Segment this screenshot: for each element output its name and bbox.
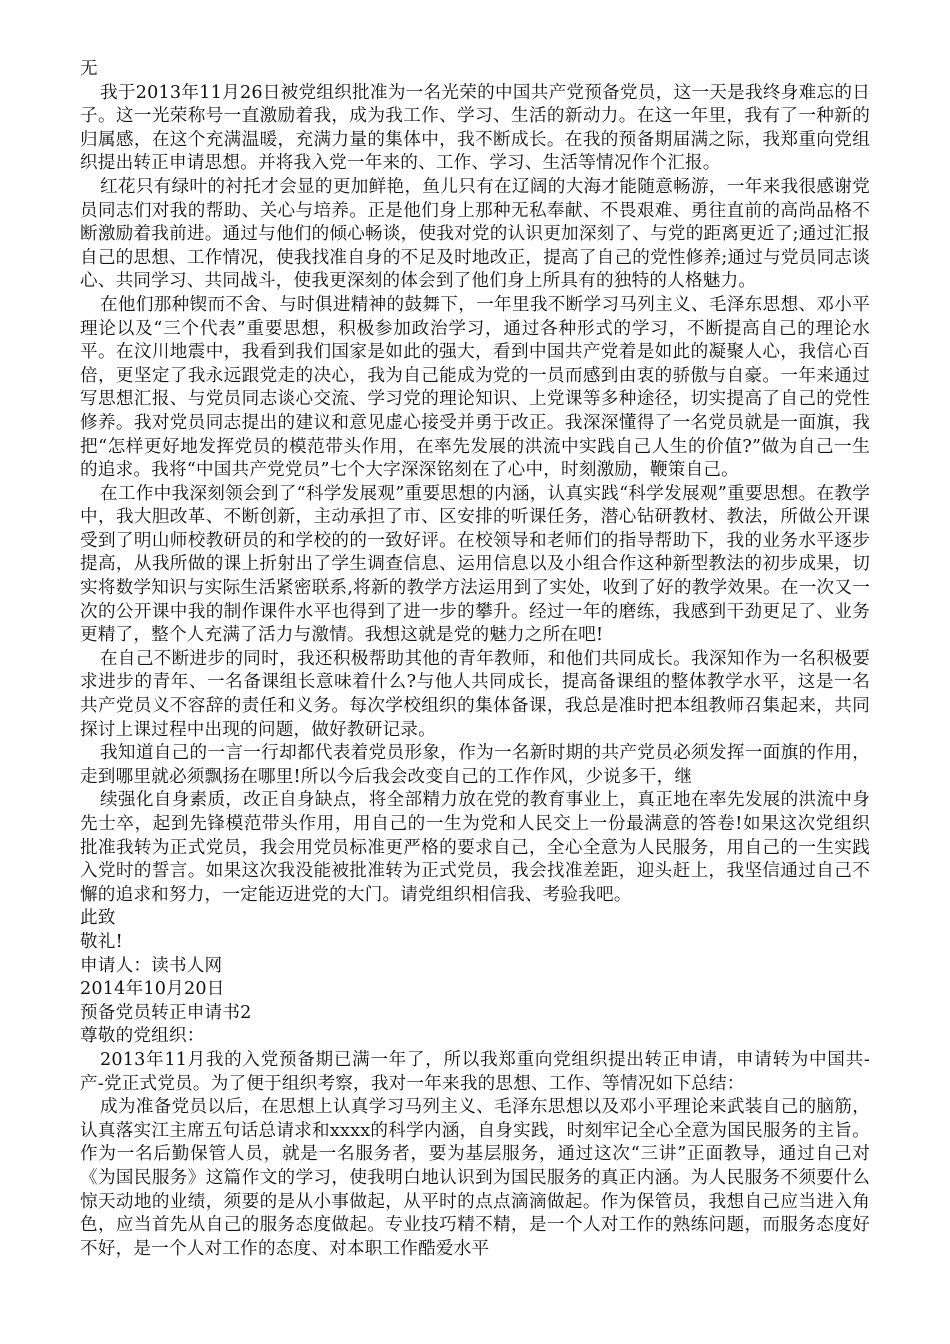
- paragraph-4: 在工作中我深刻领会到了“科学发展观”重要思想的内涵，认真实践“科学发展观”重要思想。在教学中，我大胆改革、不断创新，主动承担了市、区安排的听课任务，潜心钻研教材、教法，所做公开课受到了明山师校教研员的和学校的的一致好评。在校领导和老师们的指导帮助下，我的业务水平逐步提高，从我所做的课上折射出了学生调查信息、运用信息以及小组合作这种新型教法的初步成果，切实将数学知识与实际生活紧密联系,将新的教学方法运用到了实处，收到了好的教学效果。在一次又一次的公开课中我的制作课件水平也得到了进一步的攀升。经过一年的磨练，我感到干劲更足了、业务更精了，整个人充满了活力与激情。我想这就是党的魅力之所在吧!: [80, 483, 870, 646]
- applicant-signature: 申请人：读书人网: [80, 955, 223, 976]
- second-application-title: 预备党员转正申请书2: [80, 1002, 252, 1023]
- document-page: [80, 58, 870, 1261]
- paragraph-6: 我知道自己的一言一行却都代表着党员形象，作为一名新时期的共产党员必须发挥一面旗的作用，走到哪里就必须飘扬在哪里!所以今后我会改变自己的工作作风，少说多干，继: [80, 743, 870, 787]
- paragraph-1: 我于2013年11月26日被党组织批准为一名光荣的中国共产党预备党员，这一天是我终身难忘的日子。这一光荣称号一直激励着我，成为我工作、学习、生活的新动力。在这一年里，我有了一种新的归属感，在这个充满温暖，充满力量的集体中，我不断成长。在我的预备期届满之际，我郑重向党组织提出转正申请思想。并将我入党一年来的、工作、学习、生活等情况作个汇报。: [80, 82, 870, 174]
- closing-salutation-2: 敬礼!: [80, 931, 123, 952]
- paragraph-3: 在他们那种锲而不舍、与时俱进精神的鼓舞下，一年里我不断学习马列主义、毛泽东思想、邓小平理论以及“三个代表”重要思想，积极参加政治学习，通过各种形式的学习，不断提高自己的理论水平。在汶川地震中，我看到我们国家是如此的强大，看到中国共产党着是如此的凝聚人心，我信心百倍，更坚定了我永远跟党走的决心，我为自己能成为党的一员而感到由衷的骄傲与自豪。一年来通过写思想汇报、与党员同志谈心交流、学习党的理论知识、上党课等多种途径，切实提高了自己的党性修养。我对党员同志提出的建议和意见虚心接受并勇于改正。我深深懂得了一名党员就是一面旗，我把“怎样更好地发挥党员的模范带头作用，在率先发展的洪流中实践自己人生的价值?”做为自己一生的追求。我将“中国共产党党员”七个大字深深铭刻在了心中，时刻激励，鞭策自己。: [80, 294, 870, 481]
- paragraph-2: 红花只有绿叶的衬托才会显的更加鲜艳，鱼儿只有在辽阔的大海才能随意畅游，一年来我很感谢党员同志们对我的帮助、关心与培养。正是他们身上那种无私奉献、不畏艰难、勇往直前的高尚品格不断激励着我前进。通过与他们的倾心畅谈，使我对党的认识更加深刻了、与党的距离更近了;通过汇报自己的思想、工作情况，使我找准自身的不足及时地改正，提高了自己的党性修养;通过与党员同志谈心、共同学习、共同战斗，使我更深刻的体会到了他们身上所具有的独特的人格魅力。: [80, 176, 870, 292]
- second-greeting: 尊敬的党组织：: [80, 1026, 205, 1047]
- opening-line: 无: [80, 59, 98, 79]
- second-paragraph-2: 成为准备党员以后，在思想上认真学习马列主义、毛泽东思想以及邓小平理论来武装自己的脑筋，认真落实江主席五句话总请求和xxxx的科学内涵，自身实践，时刻牢记全心全意为国民服务的主旨。作为一名后勤保管人员，就是一名服务者，要为基层服务，通过这次“三讲”正面教导，通过自己对《为国民服务》这篇作文的学习，使我明白地认识到为国民服务的真正内涵。为人民服务不须要什么惊天动地的业绩，须要的是从小事做起，从平时的点点滴滴做起。作为保管员，我想自己应当进入角色，应当首先从自己的服务态度做起。专业技巧精不精，是一个人对工作的熟练问题，而服务态度好不好，是一个人对工作的态度、对本职工作酷爱水平: [80, 1097, 870, 1259]
- second-paragraph-1: 2013年11月我的入党预备期已满一年了，所以我郑重向党组织提出转正申请，申请转为中国共-产-党正式党员。为了便于组织考察，我对一年来我的思想、工作、等情况如下总结：: [80, 1049, 870, 1094]
- closing-salutation-1: 此致: [80, 908, 116, 929]
- application-date: 2014年10月20日: [80, 979, 225, 1000]
- paragraph-7: 续强化自身素质，改正自身缺点，将全部精力放在党的教育事业上，真正地在率先发展的洪流中身先士卒，起到先锋模范带头作用，用自己的一生为党和人民交上一份最满意的答卷!如果这次党组织批准我转为正式党员，我会用党员标准更严格的要求自己，全心全意为人民服务，用自己的一生实践入党时的誓言。如果这次我没能被批准转为正式党员，我会找准差距，迎头赶上，我坚信通过自己不懈的追求和努力，一定能迈进党的大门。请党组织相信我、考验我吧。: [80, 790, 870, 905]
- paragraph-5: 在自己不断进步的同时，我还积极帮助其他的青年教师，和他们共同成长。我深知作为一名积极要求进步的青年、一名备课组长意味着什么?与他人共同成长，提高备课组的整体教学水平，这是一名共产党员义不容辞的责任和义务。每次学校组织的集体备课，我总是准时把本组教师召集起来，共同探讨上课过程中出现的问题，做好教研记录。: [80, 648, 870, 740]
